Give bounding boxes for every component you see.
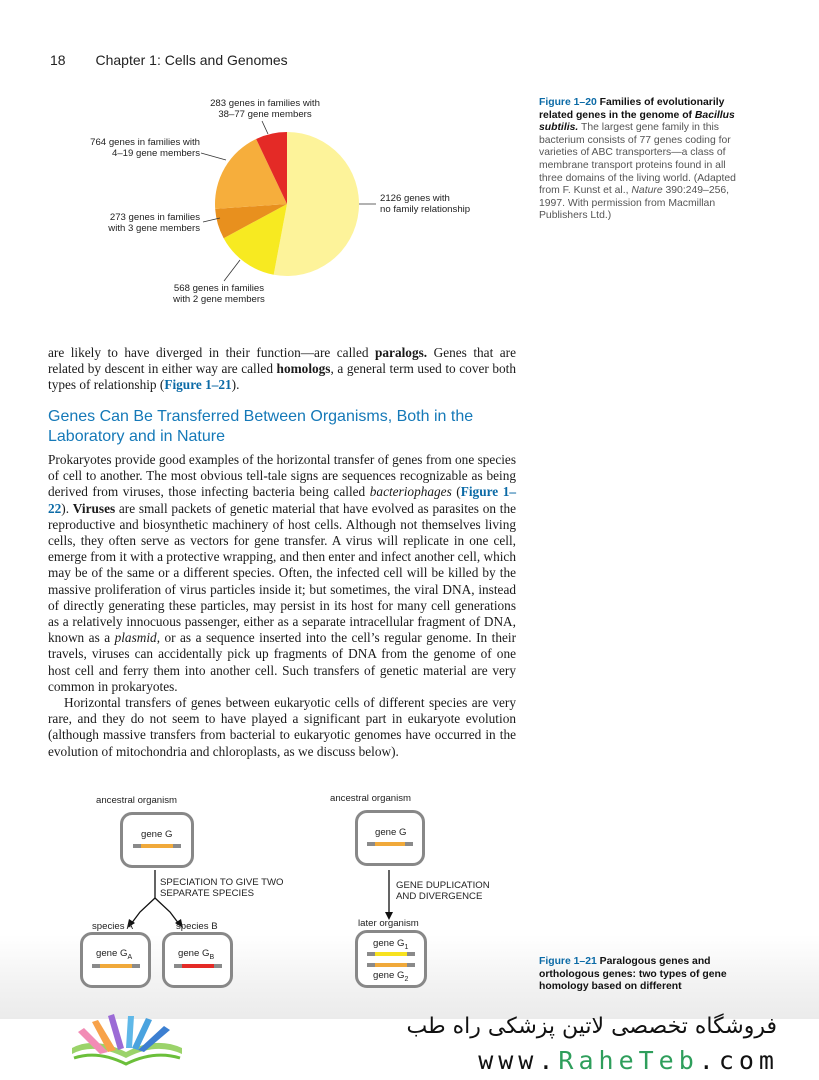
p2-text-e: , or as a sequence inserted into the cell’s regular genome. In their travels, viruses can accidentally pick up fragments of DNA from the genome of one host cell and ferry them into another cell. Such transfers of genetic material are very common in prokaryotes. (48, 630, 516, 694)
label-273 (80, 212, 200, 234)
label-764 (80, 137, 200, 159)
speciation-line2: SEPARATE SPECIES (160, 888, 255, 899)
caption-21-text: Paralogous genes and orthologous genes: two types of gene homology based on different (539, 956, 727, 993)
p1-text-e: ). (231, 377, 240, 393)
caption-21-fig-number: Figure 1–21 (539, 956, 597, 967)
p2-text-d: are small packets of genetic material that have evolved as parasites on the reproductive and biosynthetic machinery of host cells. Although not themselves living cells, they often serve as vectors for gene transfer. A virus will replicate in one cell, emerge from it with a protective wrapping, and then enter and infect another cell, which may be of the same or a different species. Often, the infected cell will be killed by the massive proliferation of virus particles inside it; but sometimes, the viral DNA, instead of directly generating these particles, may persist in its host for many cell generations as a relatively innocuous passenger, either as a separate intracellular fragment of DNA, known as a (48, 500, 517, 646)
caption-journal: Nature (631, 185, 663, 197)
speciation-label (160, 877, 284, 899)
gene-gb-bar (174, 964, 222, 968)
later-organism-cell (355, 930, 427, 988)
label-568-line1: 568 genes in families (173, 283, 265, 294)
p1-text-a: are likely to have diverged in their function—are called (48, 345, 376, 360)
label-2126-line2: no family relationship (380, 204, 471, 215)
duplication-label (396, 880, 490, 902)
paragraph-3: Horizontal transfers of genes between eukaryotic cells of different species are very rare, and they do not seem to have played a significant part in eukaryote evolution (although massive transfers from bacterial to eukaryotic genomes have occurred in the evolution of mitochondria and chloroplasts, as we discuss below). (48, 695, 516, 759)
duplication-line1: GENE DUPLICATION (396, 880, 490, 891)
gene-g1-label: gene $G_1$ (373, 938, 409, 951)
species-b-label: species B (176, 921, 218, 932)
right-ancestral-label: ancestral organism (330, 793, 412, 804)
term-homologs: homologs (276, 361, 331, 377)
figure-ref-1-22[interactable]: Figure 1–22 (48, 484, 516, 516)
leader-764 (201, 153, 226, 160)
term-plasmid: plasmid (114, 630, 157, 646)
term-viruses: Viruses (72, 500, 116, 516)
figure-ref-1-21[interactable]: Figure 1–21 (164, 377, 232, 393)
gene-ga-bar (92, 964, 140, 968)
p2-text-a: Prokaryotes provide good examples of the horizontal transfer of genes from one species of cell to another. The most obvious tell-tale signs are sequences recognizable as being derived from viruses, those infecting bacteria being called (48, 452, 516, 500)
caption-title: Families of evolutionarily related genes in the genome of (539, 97, 725, 121)
section-heading: Genes Can Be Transferred Between Organisms, Both in the Laboratory and in Nature (48, 408, 474, 445)
figure-1-21-caption (539, 956, 729, 994)
right-gene-g-label: gene G (375, 827, 407, 838)
gene-g1-bar (367, 952, 415, 956)
label-2126 (380, 193, 510, 215)
term-bacteriophages: bacteriophages (369, 484, 452, 500)
right-gene-g-bar (367, 842, 413, 846)
label-273-line2: with 3 gene members (108, 223, 200, 234)
label-283-line1: 283 genes in families with (210, 98, 320, 109)
watermark-persian: فروشگاه تخصصی لاتین پزشکی راه طب (406, 1014, 777, 1039)
pie-slices (215, 132, 359, 276)
paragraph-1 (48, 345, 516, 394)
caption-body-1: The largest gene family in this bacterium consists of 77 genes coding for varieties of ABC transporters—a class of membrane transport proteins found in all three domains of the living world. (Adapted from F. Kunst et al., (539, 122, 736, 197)
book-logo-icon (64, 1008, 194, 1072)
left-ancestral-label: ancestral organism (96, 795, 178, 806)
term-paralogs: paralogs. (375, 345, 428, 360)
right-ancestral-cell (355, 810, 425, 866)
p1-text-c: Genes that are related by descent in either way are called (48, 345, 517, 377)
leader-283 (262, 121, 268, 134)
later-organism-label: later organism (358, 918, 419, 929)
paragraph-2 (48, 452, 516, 760)
figure-1-20-caption (539, 97, 739, 223)
label-764-line1: 764 genes in families with (90, 137, 200, 148)
caption-species: Bacillus subtilis. (539, 109, 735, 134)
caption-fig-number: Figure 1–20 (539, 97, 597, 108)
species-a-cell (80, 932, 151, 988)
caption-body-2: 390:249–256, 1997. With permission from Macmillan Publishers Ltd.) (539, 185, 730, 222)
p1-text-d: , a general term used to cover both types of relationship ( (48, 361, 516, 393)
p2-text-c: ). (61, 500, 73, 516)
watermark-url[interactable]: www.RaheTeb.com (478, 1046, 779, 1075)
label-283-line2: 38–77 gene members (218, 109, 312, 120)
gene-gb-label: gene $G_B$ (178, 948, 215, 961)
gene-g2-bar (367, 963, 415, 967)
species-a-label: species A (92, 921, 134, 932)
label-764-line2: 4–19 gene members (112, 148, 200, 159)
chapter-label: Chapter 1: (95, 52, 161, 68)
duplication-line2: AND DIVERGENCE (396, 891, 483, 902)
label-283 (205, 98, 325, 120)
speciation-line1: SPECIATION TO GIVE TWO (160, 877, 284, 888)
p2-text-b: ( (451, 484, 461, 500)
left-gene-g-bar (133, 844, 181, 848)
gene-ga-label: gene $G_A$ (96, 948, 133, 961)
gene-g2-label: gene $G_2$ (373, 970, 409, 983)
page-number: 18 (50, 52, 66, 68)
leader-568 (224, 260, 240, 281)
label-2126-line1: 2126 genes with (380, 193, 450, 204)
species-b-cell (162, 932, 233, 988)
chapter-title: Cells and Genomes (164, 52, 288, 68)
left-gene-g-label: gene G (141, 829, 173, 840)
label-568 (159, 283, 279, 305)
label-273-line1: 273 genes in families (109, 212, 200, 223)
label-568-line2: with 2 gene members (173, 294, 265, 305)
